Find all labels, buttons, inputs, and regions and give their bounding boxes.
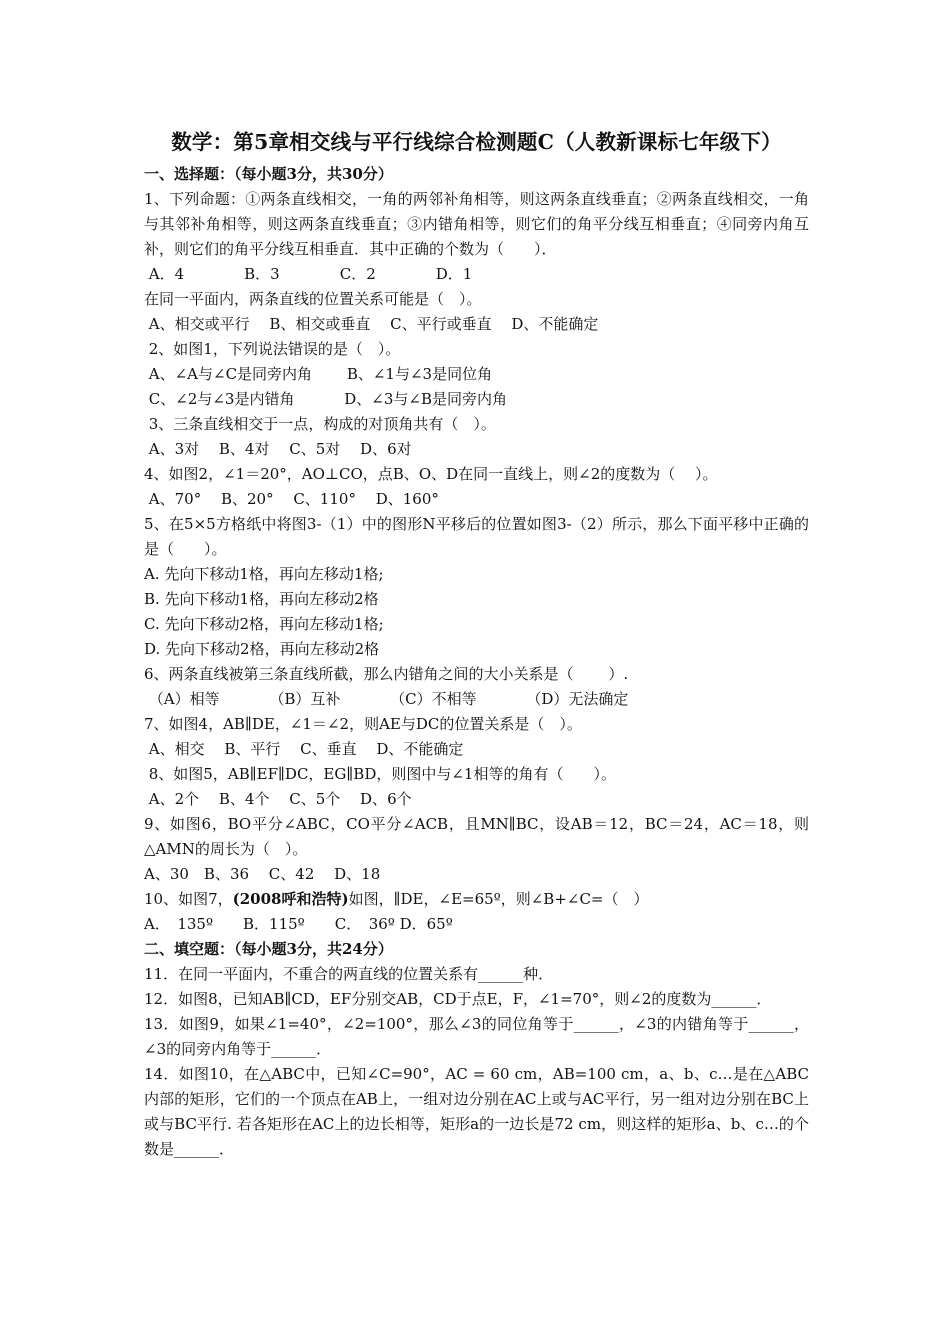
question-7-options: A、相交 B、平行 C、垂直 D、不能确定 <box>144 740 464 758</box>
section-heading-choice: 一、选择题：（每小题3分，共30分） <box>144 165 393 183</box>
question-8-options: A、2个 B、4个 C、5个 D、6个 <box>144 790 412 808</box>
question-10-stem <box>144 887 809 912</box>
question-10-prefix: 10、如图7， <box>144 890 233 908</box>
question-14: 14．如图10，在△ABC中，已知∠C=90°，AC = 60 cm，AB=100 cm，a、b、c…是在△ABC内部的矩形，它们的一个顶点在AB上，一组对边分别在AC上或与AC平行，另一组对边分别在BC上或与BC平行. 若各矩形在AC上的边长相等，矩形a的一边长是72 cm，则这样的矩形a、b、c…的个数是______． <box>144 1065 809 1158</box>
page-title: 数学：第5章相交线与平行线综合检测题C（人教新课标七年级下） <box>171 130 782 154</box>
question-10-options: A． 135º B．115º C． 36º D．65º <box>144 915 453 933</box>
question-3-options: A、3对 B、4对 C、5对 D、6对 <box>144 440 412 458</box>
question-11: 11．在同一平面内，不重合的两直线的位置关系有______种． <box>144 965 554 983</box>
question-4-stem: 4、如图2，∠1＝20°，AO⊥CO，点B、O、D在同一直线上，则∠2的度数为（ ）。 <box>144 465 718 483</box>
question-extra-options: A、相交或平行 B、相交或垂直 C、平行或垂直 D、不能确定 <box>144 315 599 333</box>
question-12: 12．如图8，已知AB∥CD，EF分别交AB，CD于点E，F，∠1=70°，则∠2的度数为______． <box>144 990 772 1008</box>
question-6-stem: 6、两条直线被第三条直线所截，那么内错角之间的大小关系是（ ）. <box>144 665 629 683</box>
question-10-suffix: 如图，∥DE，∠E=65º，则∠B+∠C=（ ） <box>348 890 649 908</box>
question-13: 13．如图9，如果∠1=40°，∠2=100°，那么∠3的同位角等于______，∠3的内错角等于______，∠3的同旁内角等于______． <box>144 1015 809 1058</box>
question-5-stem: 5、在5×5方格纸中将图3-（1）中的图形N平移后的位置如图3-（2）所示，那么下面平移中正确的是（ ）。 <box>144 515 809 558</box>
question-3-stem: 3、三条直线相交于一点，构成的对顶角共有（ ）。 <box>144 415 496 433</box>
question-2-stem: 2、如图1，下列说法错误的是（ ）。 <box>144 340 401 358</box>
question-7-stem: 7、如图4，AB∥DE，∠1＝∠2，则AE与DC的位置关系是（ ）。 <box>144 715 582 733</box>
question-6-options: （A）相等 （B）互补 （C）不相等 （D）无法确定 <box>144 690 629 708</box>
question-5-option-d: D. 先向下移动2格，再向左移动2格 <box>144 640 380 658</box>
question-2-options-row2: C、∠2与∠3是内错角 D、∠3与∠B是同旁内角 <box>144 390 507 408</box>
question-10-source: (2008呼和浩特) <box>232 890 349 908</box>
section-heading-fill: 二、填空题：（每小题3分，共24分） <box>144 940 393 958</box>
question-1-stem: 1、下列命题：①两条直线相交，一角的两邻补角相等，则这两条直线垂直；②两条直线相交，一角与其邻补角相等，则这两条直线垂直；③内错角相等，则它们的角平分线互相垂直；④同旁内角互补，则它们的角平分线互相垂直．其中正确的个数为（ ）． <box>144 190 809 258</box>
question-extra-stem: 在同一平面内，两条直线的位置关系可能是（ ）。 <box>144 290 482 308</box>
question-4-options: A、70° B、20° C、110° D、160° <box>144 490 439 508</box>
question-2-options-row1: A、∠A与∠C是同旁内角 B、∠1与∠3是同位角 <box>144 365 493 383</box>
document-page <box>144 128 809 1162</box>
question-9-options: A、30 B、36 C、42 D、18 <box>144 865 381 883</box>
question-1-options: A．4 B．3 C．2 D．1 <box>144 265 473 283</box>
question-5-option-b: B. 先向下移动1格，再向左移动2格 <box>144 590 379 608</box>
question-5-option-a: A. 先向下移动1格，再向左移动1格; <box>144 565 384 583</box>
question-5-option-c: C. 先向下移动2格，再向左移动1格; <box>144 615 384 633</box>
question-8-stem: 8、如图5，AB∥EF∥DC，EG∥BD，则图中与∠1相等的角有（ ）。 <box>144 765 616 783</box>
question-9-stem: 9、如图6，BO平分∠ABC，CO平分∠ACB，且MN∥BC，设AB＝12，BC＝24，AC＝18，则△AMN的周长为（ ）。 <box>144 815 809 858</box>
